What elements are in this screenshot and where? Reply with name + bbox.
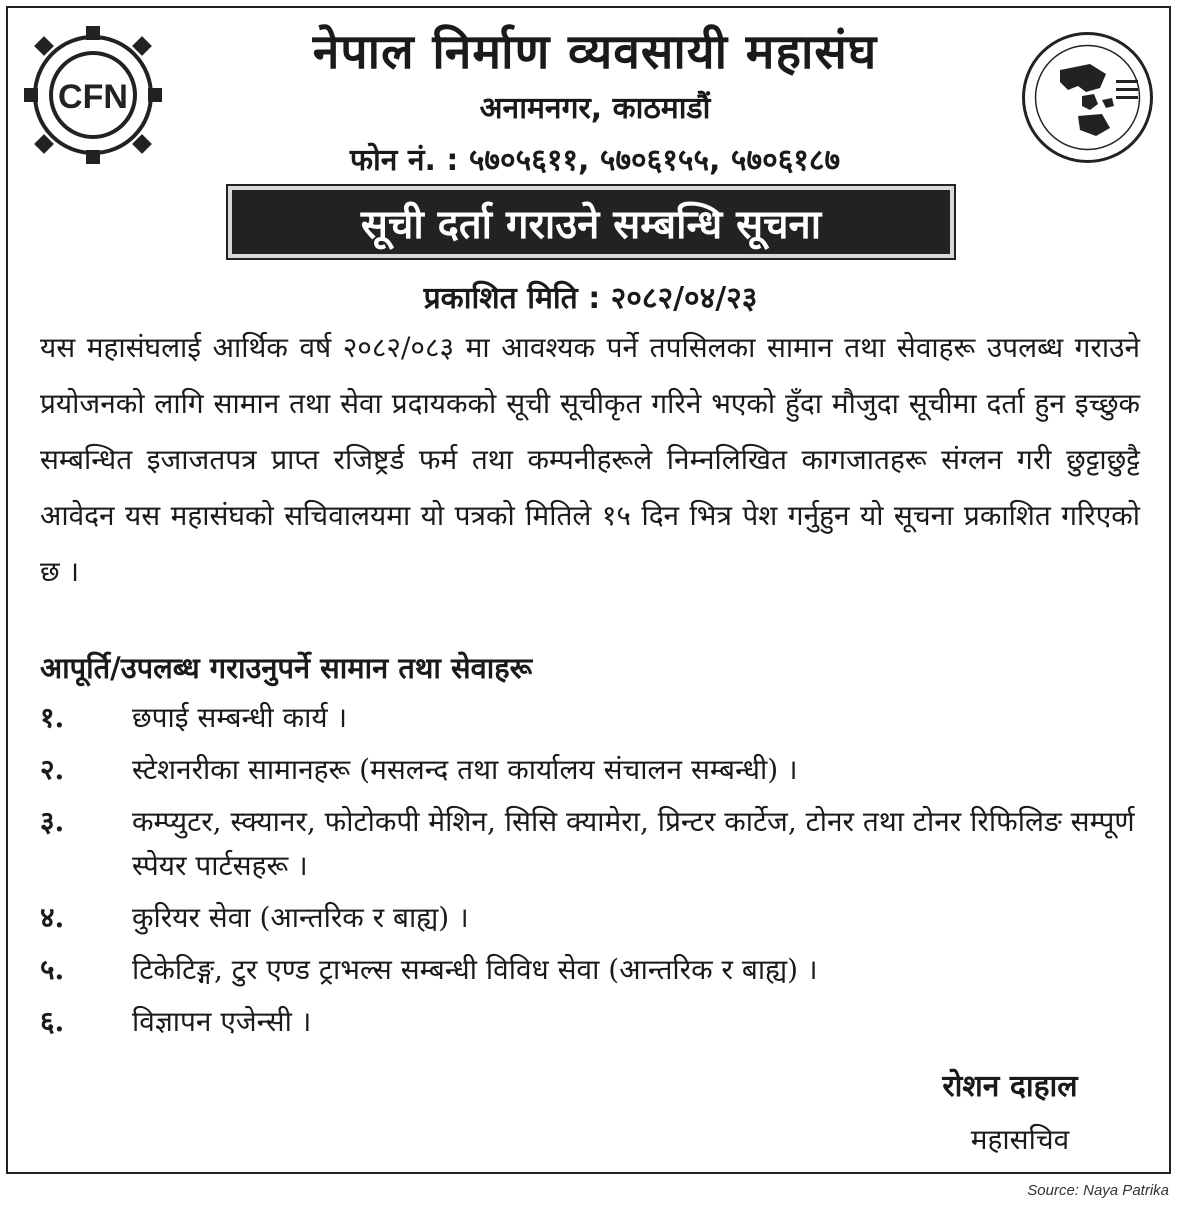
list-item-number: ५. — [40, 953, 65, 986]
list-item-text: स्टेशनरीका सामानहरू (मसलन्द तथा कार्यालय संचालन सम्बन्धी) । — [132, 753, 798, 786]
list-item — [40, 696, 1140, 740]
list-item — [40, 948, 1140, 992]
published-date: प्रकाशित मिति : २०८२/०४/२३ — [423, 281, 758, 316]
list-item-text: कुरियर सेवा (आन्तरिक र बाह्य) । — [132, 901, 469, 934]
list-item-number: १. — [40, 701, 65, 734]
list-item-number: ६. — [40, 1005, 65, 1038]
list-item — [40, 1000, 1140, 1044]
signer-title: महासचिव — [970, 1123, 1070, 1156]
asia-pacific-map-seal-icon — [1020, 30, 1155, 165]
list-item-text: छपाई सम्बन्धी कार्य । — [132, 701, 348, 734]
org-phone: फोन नं. : ५७०५६११, ५७०६१५५, ५७०६१८७ — [349, 143, 841, 178]
list-item-text: विज्ञापन एजेन्सी । — [132, 1005, 312, 1038]
list-item — [40, 896, 1140, 940]
list-item-text: टिकेटिङ्ग, टुर एण्ड ट्राभल्स सम्बन्धी विविध सेवा (आन्तरिक र बाह्य) । — [132, 953, 818, 986]
list-item — [40, 800, 1140, 888]
list-item-text: कम्प्युटर, स्क्यानर, फोटोकपी मेशिन, सिसि क्यामेरा, प्रिन्टर कार्टेज, टोनर तथा टोनर रिफिलिङ सम्पूर्ण स्पेयर पार्टसहरू । — [132, 805, 1135, 882]
notice-title-text: सूची दर्ता गराउने सम्बन्धि सूचना — [360, 201, 822, 248]
list-item-number: २. — [40, 753, 65, 786]
list-item — [40, 748, 1140, 792]
notice-title — [228, 186, 954, 258]
source-credit: Source: Naya Patrika — [1027, 1182, 1169, 1199]
items-subheading: आपूर्ति/उपलब्ध गराउनुपर्ने सामान तथा सेवाहरू — [40, 651, 533, 685]
items-list — [40, 696, 1140, 1052]
list-item-number: ४. — [40, 901, 65, 934]
org-name: नेपाल निर्माण व्यवसायी महासंघ — [312, 24, 878, 80]
cfn-gear-logo-icon — [18, 20, 168, 170]
list-item-number: ३. — [40, 805, 65, 838]
signer-name: रोशन दाहाल — [942, 1069, 1078, 1104]
left-logo-text: CFN — [58, 78, 128, 116]
notice-body: यस महासंघलाई आर्थिक वर्ष २०८२/०८३ मा आवश्यक पर्ने तपसिलका सामान तथा सेवाहरू उपलब्ध गराउने प्रयोजनको लागि सामान तथा सेवा प्रदायकको सूची सूचीकृत गरिने भएको हुँदा मौजुदा सूचीमा दर्ता हुन इच्छुक सम्बन्धित इजाजतपत्र प्राप्त रजिष्ट्रर्ड फर्म तथा कम्पनीहरूले निम्नलिखित कागजातहरू संग्लन गरी छुट्टाछुट्टै आवेदन यस महासंघको सचिवालयमा यो पत्रको मितिले १५ दिन भित्र पेश गर्नुहुन यो सूचना प्रकाशित गरिएको छ । — [40, 331, 1140, 588]
org-address: अनामनगर, काठमाडौं — [479, 91, 711, 126]
